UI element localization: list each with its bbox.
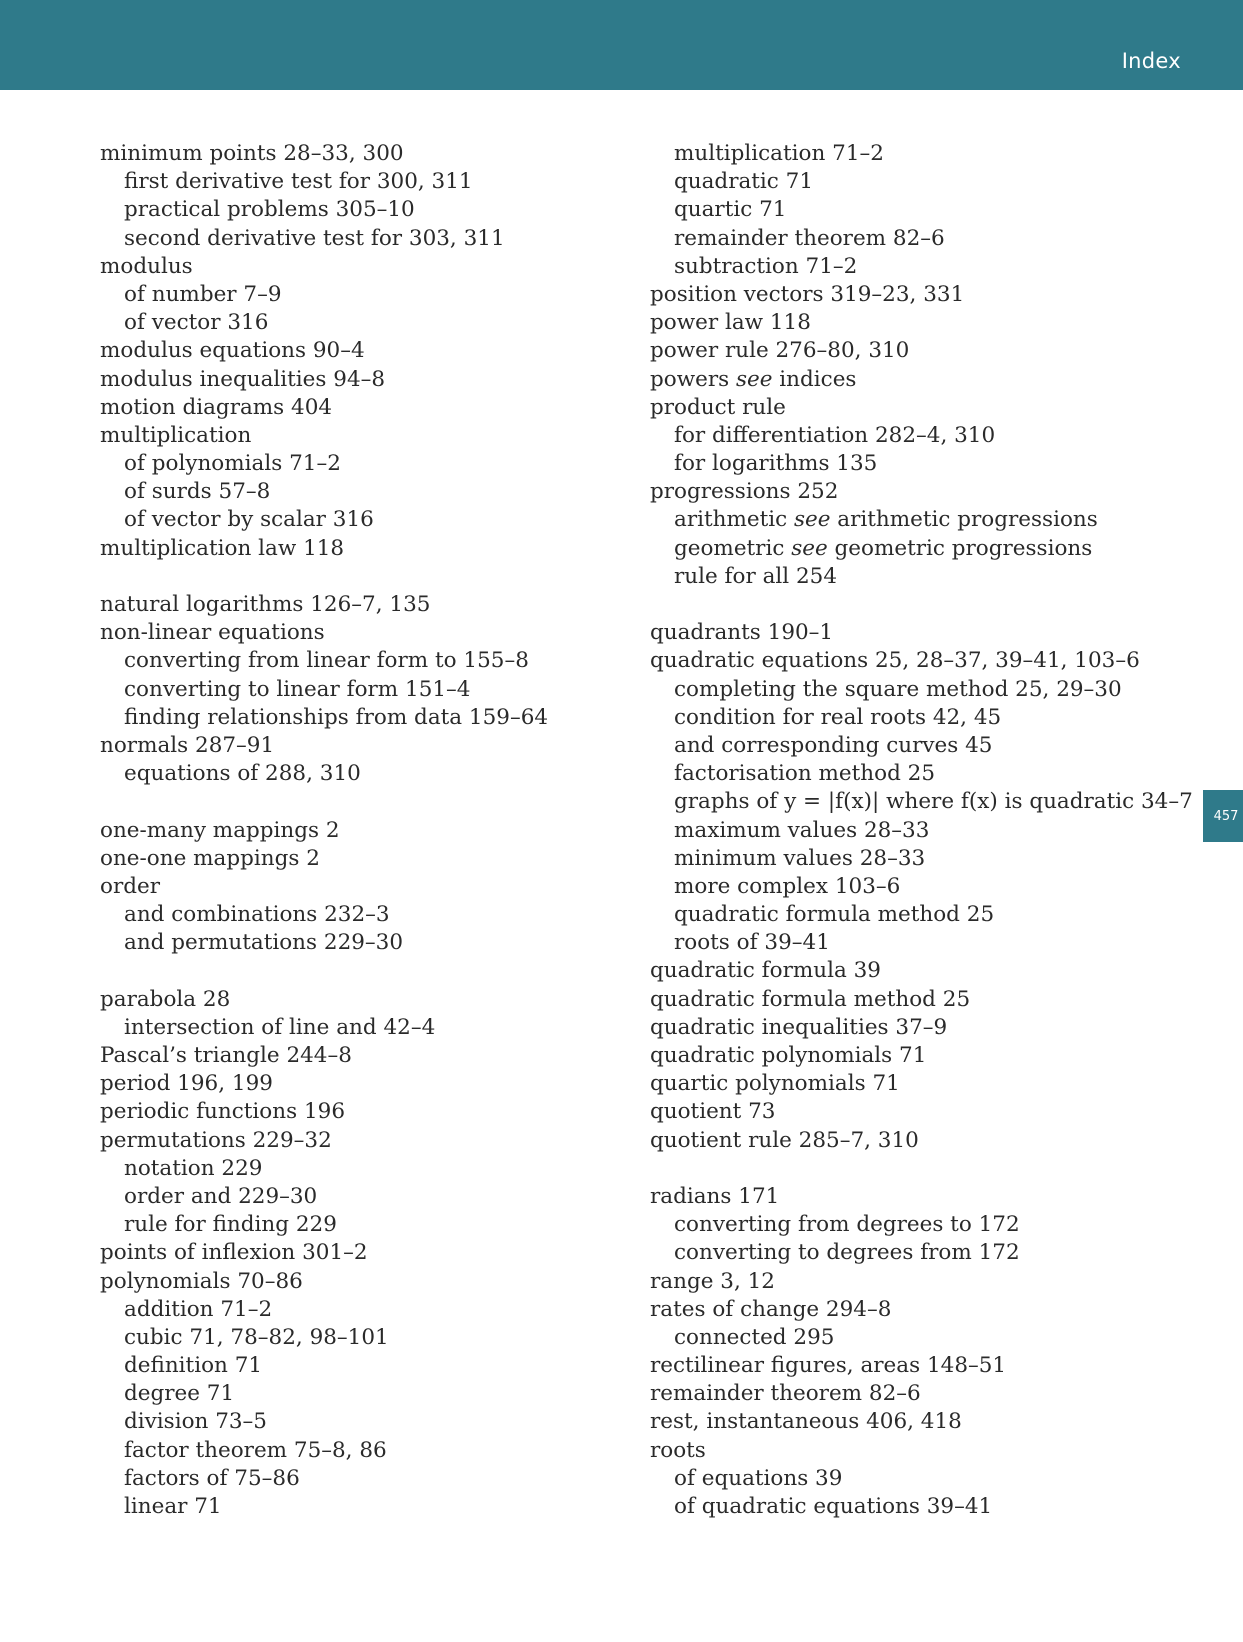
index-entry: one-many mappings 2 <box>100 817 340 843</box>
index-subentry: condition for real roots 42, 45 <box>674 704 1002 730</box>
index-subentry: quartic 71 <box>674 197 787 223</box>
index-subentry: rule for all 254 <box>674 563 838 589</box>
index-entry: polynomials 70–86 <box>100 1268 303 1294</box>
index-spacer <box>650 1155 1210 1183</box>
index-subentry: addition 71–2 <box>124 1296 273 1322</box>
index-subentry: rule for finding 229 <box>124 1212 337 1238</box>
index-subentry: minimum values 28–33 <box>674 845 926 871</box>
index-subentry: second derivative test for 303, 311 <box>124 225 505 251</box>
index-column-right <box>650 140 1210 1521</box>
index-entry: quadratic formula method 25 <box>650 986 971 1012</box>
index-entry: quotient 73 <box>650 1099 776 1125</box>
index-subentry: intersection of line and 42–4 <box>124 1014 436 1040</box>
index-entry: permutations 229–32 <box>100 1127 332 1153</box>
index-entry: quartic polynomials 71 <box>650 1071 900 1097</box>
index-entry-target: indices <box>772 366 857 392</box>
index-subentry: order and 229–30 <box>124 1183 318 1209</box>
index-subentry: linear 71 <box>124 1494 222 1519</box>
index-entry: modulus equations 90–4 <box>100 338 365 364</box>
index-subentry: notation 229 <box>124 1155 263 1181</box>
index-subentry: converting to degrees from 172 <box>674 1240 1020 1266</box>
see-reference: see <box>793 507 831 533</box>
header-band <box>0 0 1243 90</box>
index-entry: range 3, 12 <box>650 1268 775 1294</box>
index-subentry: of quadratic equations 39–41 <box>674 1494 993 1519</box>
index-entry: remainder theorem 82–6 <box>650 1381 921 1407</box>
index-entry <box>650 366 1210 394</box>
see-reference: see <box>791 535 828 561</box>
index-subentry: converting from degrees to 172 <box>674 1212 1020 1238</box>
index-subentry: degree 71 <box>124 1381 235 1407</box>
index-entry: one-one mappings 2 <box>100 845 320 871</box>
index-subentry: cubic 71, 78–82, 98–101 <box>124 1324 389 1350</box>
index-subentry: graphs of y = |f(x)| where f(x) is quadratic 34–7 <box>674 789 1193 815</box>
index-entry: power rule 276–80, 310 <box>650 338 910 364</box>
index-subentry: finding relationships from data 159–64 <box>124 704 549 730</box>
index-subentry: and combinations 232–3 <box>124 902 390 928</box>
index-entry: quotient rule 285–7, 310 <box>650 1127 919 1153</box>
index-entry: roots <box>650 1437 706 1463</box>
index-entry: rectilinear figures, areas 148–51 <box>650 1353 1007 1379</box>
index-subentry: quadratic 71 <box>674 169 814 195</box>
index-entry: normals 287–91 <box>100 732 275 758</box>
index-subentry: for differentiation 282–4, 310 <box>674 422 996 448</box>
index-subentry: for logarithms 135 <box>674 451 878 477</box>
index-entry: parabola 28 <box>100 986 231 1012</box>
index-subentry: of surds 57–8 <box>124 479 271 505</box>
index-subentry: of vector 316 <box>124 310 269 336</box>
index-subentry: factorisation method 25 <box>674 761 936 787</box>
index-subentry: definition 71 <box>124 1353 263 1379</box>
index-entry: order <box>100 873 160 899</box>
index-column-left <box>100 140 660 1521</box>
index-subentry: of vector by scalar 316 <box>124 507 374 533</box>
index-entry: quadrants 190–1 <box>650 620 834 646</box>
index-spacer <box>100 563 660 591</box>
index-subentry: remainder theorem 82–6 <box>674 225 945 251</box>
index-subentry: connected 295 <box>674 1324 835 1350</box>
index-entry: modulus <box>100 253 193 279</box>
index-subentry: first derivative test for 300, 311 <box>124 169 473 195</box>
index-entry-term: arithmetic <box>674 507 794 533</box>
index-entry: points of inflexion 301–2 <box>100 1240 368 1266</box>
index-subentry <box>650 535 1210 563</box>
index-entry: multiplication <box>100 422 252 448</box>
index-entry: rest, instantaneous 406, 418 <box>650 1409 962 1435</box>
index-entry: period 196, 199 <box>100 1071 273 1097</box>
index-entry: position vectors 319–23, 331 <box>650 281 965 307</box>
index-subentry: practical problems 305–10 <box>124 197 415 223</box>
index-spacer <box>100 788 660 816</box>
index-subentry: converting from linear form to 155–8 <box>124 648 529 674</box>
index-entry: quadratic inequalities 37–9 <box>650 1014 948 1040</box>
index-entry: non-linear equations <box>100 620 325 646</box>
index-entry-term: powers <box>650 366 736 392</box>
index-subentry: subtraction 71–2 <box>674 253 858 279</box>
index-entry: quadratic formula 39 <box>650 958 881 984</box>
index-subentry: division 73–5 <box>124 1409 267 1435</box>
index-subentry: roots of 39–41 <box>674 930 830 956</box>
index-entry: periodic functions 196 <box>100 1099 346 1125</box>
index-subentry: multiplication 71–2 <box>674 141 884 166</box>
index-subentry: converting to linear form 151–4 <box>124 676 471 702</box>
index-entry: power law 118 <box>650 310 811 336</box>
index-entry: natural logarithms 126–7, 135 <box>100 592 431 617</box>
index-subentry: equations of 288, 310 <box>124 761 361 787</box>
running-head-title: Index <box>1121 49 1181 73</box>
index-entry: motion diagrams 404 <box>100 394 333 420</box>
index-entry: multiplication law 118 <box>100 535 345 561</box>
index-subentry: of number 7–9 <box>124 281 282 307</box>
index-entry: Pascal’s triangle 244–8 <box>100 1043 352 1068</box>
index-entry: progressions 252 <box>650 479 839 505</box>
index-entry: minimum points 28–33, 300 <box>100 141 404 166</box>
index-subentry: quadratic formula method 25 <box>674 902 995 928</box>
see-reference: see <box>735 366 773 392</box>
index-entry: radians 171 <box>650 1183 780 1209</box>
index-spacer <box>100 957 660 985</box>
index-entry: modulus inequalities 94–8 <box>100 366 386 392</box>
index-subentry: completing the square method 25, 29–30 <box>674 676 1122 702</box>
index-subentry: factors of 75–86 <box>124 1465 300 1491</box>
index-subentry: of equations 39 <box>674 1465 843 1491</box>
index-subentry: of polynomials 71–2 <box>124 451 341 477</box>
page-number: 457 <box>1213 808 1239 824</box>
index-entry-term: geometric <box>674 535 792 561</box>
index-subentry <box>650 506 1210 534</box>
index-entry-target: geometric progressions <box>827 535 1093 561</box>
index-entry: quadratic polynomials 71 <box>650 1043 927 1068</box>
index-spacer <box>650 591 1210 619</box>
index-subentry: maximum values 28–33 <box>674 817 930 843</box>
index-subentry: and corresponding curves 45 <box>674 732 993 758</box>
index-subentry: and permutations 229–30 <box>124 930 404 956</box>
index-entry-target: arithmetic progressions <box>830 507 1098 533</box>
index-subentry: factor theorem 75–8, 86 <box>124 1437 387 1463</box>
index-entry: rates of change 294–8 <box>650 1296 892 1322</box>
index-entry: quadratic equations 25, 28–37, 39–41, 103–6 <box>650 648 1140 674</box>
index-subentry: more complex 103–6 <box>674 873 901 899</box>
index-entry: product rule <box>650 394 786 420</box>
